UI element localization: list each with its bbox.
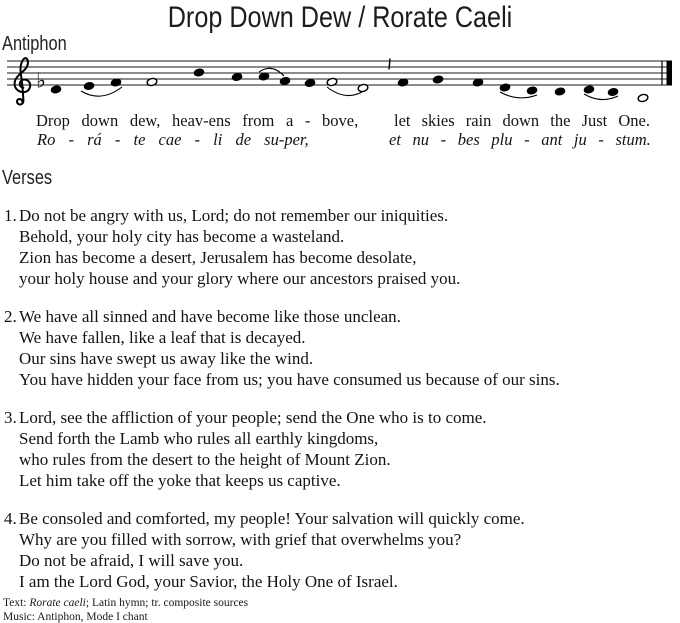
- lyrics-english-phrase2: let skies rain down the Just One.: [394, 111, 651, 130]
- verse-number: 1.: [4, 206, 17, 225]
- verse-line: Do not be angry with us, Lord; do not remember our iniquities.: [19, 206, 449, 225]
- verse-number: 3.: [4, 408, 17, 427]
- lyrics-english-phrase1: Drop down dew, heav-ens from a - bove,: [36, 111, 359, 130]
- verse-number: 2.: [4, 307, 17, 326]
- verse-line: Do not be afraid, I will save you.: [19, 551, 244, 570]
- text-credit-suffix: ; Latin hymn; tr. composite sources: [85, 597, 249, 609]
- notehead-filled: [193, 68, 204, 77]
- slur: [327, 87, 362, 96]
- verse-line: Let him take off the yoke that keeps us captive.: [19, 471, 341, 490]
- verse-line: I am the Lord God, your Savior, the Holy One of Israel.: [19, 572, 398, 591]
- final-barline-thick: [667, 61, 673, 86]
- lyrics-latin-phrase1: Ro - rá - te cae - li de su-per,: [37, 130, 309, 149]
- verse-line: Be consoled and comforted, my people! Your salvation will quickly come.: [19, 509, 525, 528]
- verse-line: Send forth the Lamb who rules all earthly kingdoms,: [19, 429, 379, 448]
- treble-clef-icon: [15, 58, 31, 104]
- verse-line: Lord, see the affliction of your people; send the One who is to come.: [19, 408, 487, 427]
- notehead-filled: [83, 82, 94, 91]
- verse-4: [4, 508, 676, 592]
- text-credit-title: Rorate caeli: [29, 597, 86, 609]
- breath-mark: [389, 59, 390, 70]
- notehead-filled: [279, 77, 290, 86]
- verse-line: Why are you filled with sorrow, with grief that overwhelms you?: [19, 530, 462, 549]
- verses-block: [4, 205, 676, 609]
- notehead-filled: [526, 86, 537, 95]
- text-credit-line: [3, 597, 248, 611]
- verse-line: You have hidden your face from us; you have consumed us because of our sins.: [19, 370, 560, 389]
- text-credit-prefix: Text:: [3, 597, 30, 609]
- verse-line: your holy house and your glory where our ancestors praised you.: [19, 269, 461, 288]
- notehead-filled: [432, 75, 443, 84]
- verse-3: [4, 407, 676, 491]
- verse-line: Zion has become a desert, Jerusalem has become desolate,: [19, 248, 417, 267]
- verse-line: Our sins have swept us away like the wind.: [19, 349, 314, 368]
- notehead-filled: [231, 73, 242, 82]
- verse-2: [4, 306, 676, 390]
- credits-footer: [3, 597, 248, 623]
- verse-line: We have fallen, like a leaf that is decayed.: [19, 328, 306, 347]
- flat-sign-icon: ♭: [36, 68, 46, 93]
- music-staff: [0, 0, 680, 120]
- page-title: Drop Down Dew / Rorate Caeli: [167, 1, 513, 34]
- notehead-filled: [583, 85, 594, 94]
- verse-line: We have all sinned and have become like those unclean.: [19, 307, 401, 326]
- antiphon-section-label: Antiphon: [2, 33, 67, 55]
- notehead-filled: [499, 83, 510, 92]
- notehead-filled: [304, 79, 315, 88]
- notehead-filled: [607, 88, 618, 97]
- notehead-filled: [50, 85, 61, 94]
- music-credit-line: Music: Antiphon, Mode I chant: [3, 610, 148, 623]
- notehead-filled: [554, 87, 565, 96]
- notehead-open: [637, 94, 648, 103]
- lyrics-latin-phrase2: et nu - bes plu - ant ju - stum.: [389, 130, 651, 149]
- verse-line: who rules from the desert to the height of Mount Zion.: [19, 450, 391, 469]
- verses-section-label: Verses: [2, 167, 53, 189]
- verse-line: Behold, your holy city has become a wasteland.: [19, 227, 345, 246]
- verse-1: [4, 205, 676, 289]
- verse-number: 4.: [4, 509, 17, 528]
